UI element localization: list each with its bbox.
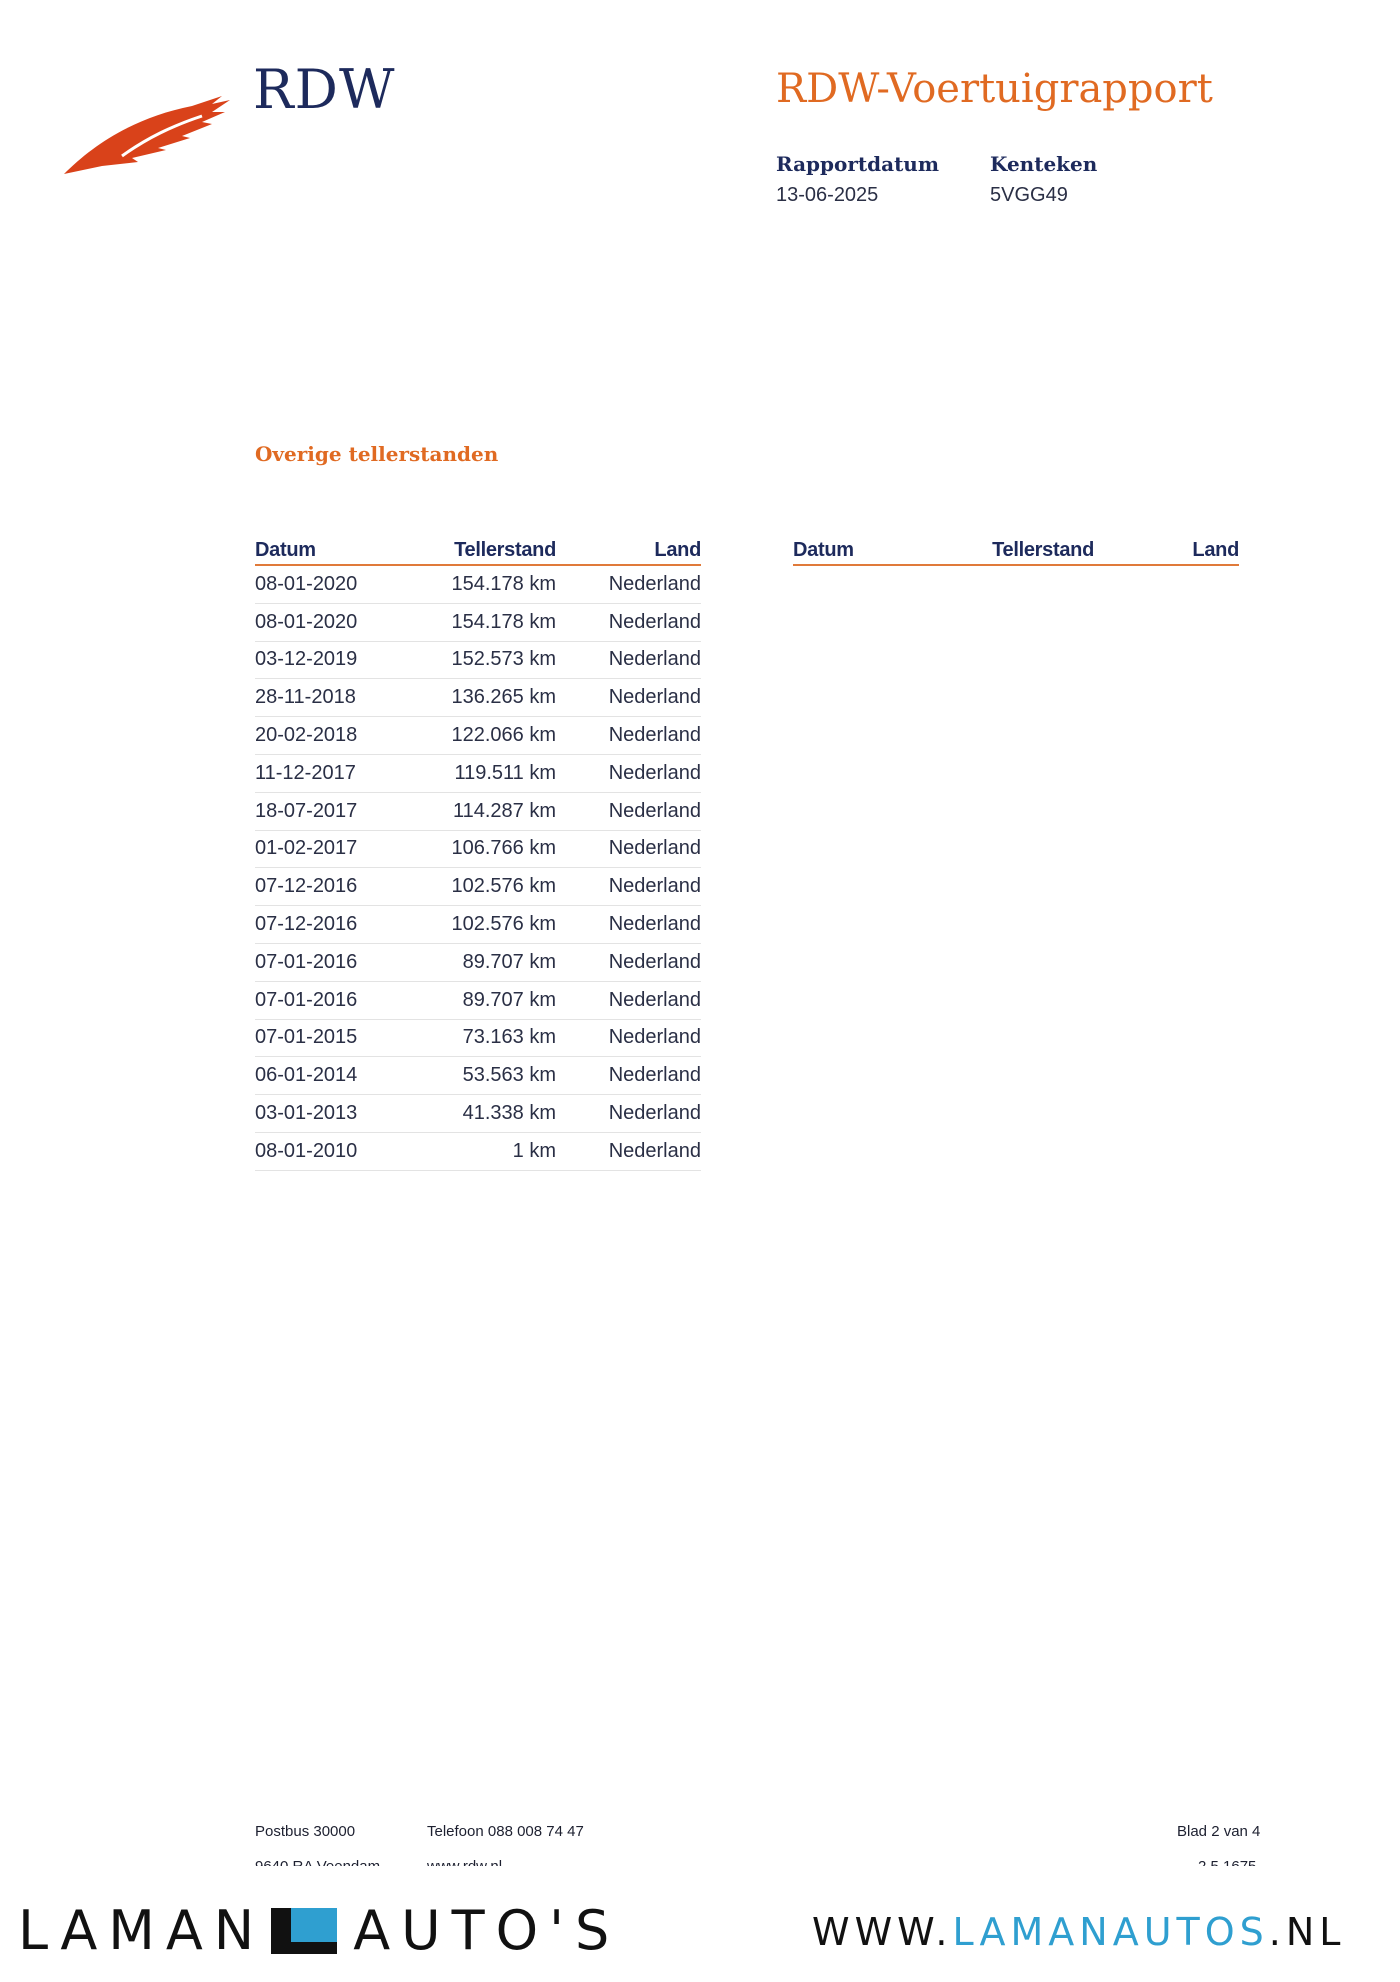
brand-name: RDW xyxy=(253,58,396,121)
cell-date: 07-01-2015 xyxy=(255,1026,358,1049)
odometer-table-left xyxy=(255,532,701,1171)
table-body xyxy=(255,566,701,1171)
column-header-date: Datum xyxy=(255,539,316,561)
cell-date: 07-01-2016 xyxy=(255,950,358,973)
table-row xyxy=(255,831,701,869)
cell-odometer: 122.066 km xyxy=(451,724,556,747)
cell-country: Nederland xyxy=(608,1139,701,1162)
column-header-country: Land xyxy=(1192,539,1239,561)
plate-value: 5VGG49 xyxy=(990,184,1068,206)
column-header-country: Land xyxy=(654,539,701,561)
cell-country: Nederland xyxy=(608,761,701,784)
cell-date: 03-12-2019 xyxy=(255,648,358,671)
table-row xyxy=(255,755,701,793)
cell-odometer: 106.766 km xyxy=(451,837,556,860)
website-prefix: WWW. xyxy=(812,1910,953,1954)
cell-odometer: 154.178 km xyxy=(451,610,556,633)
cell-country: Nederland xyxy=(608,1064,701,1087)
cell-odometer: 89.707 km xyxy=(462,950,556,973)
cell-odometer: 114.287 km xyxy=(452,799,556,822)
table-row xyxy=(255,944,701,982)
cell-odometer: 73.163 km xyxy=(462,1026,556,1049)
plate-label: Kenteken xyxy=(990,152,1098,176)
cell-country: Nederland xyxy=(608,572,701,595)
odometer-table-right xyxy=(793,532,1239,566)
table-header xyxy=(255,532,701,566)
cell-country: Nederland xyxy=(608,875,701,898)
table-row xyxy=(255,717,701,755)
footer-version-cut xyxy=(1198,1858,1256,1866)
table-row xyxy=(255,604,701,642)
cell-odometer: 152.573 km xyxy=(451,648,556,671)
footer-address-cut xyxy=(255,1858,380,1866)
cell-odometer: 154.178 km xyxy=(451,572,556,595)
table-row xyxy=(255,982,701,1020)
cell-country: Nederland xyxy=(608,648,701,671)
dealer-name-part-1: LAMAN xyxy=(18,1899,266,1962)
cell-odometer: 41.338 km xyxy=(462,1102,556,1125)
footer-website-cut xyxy=(427,1858,502,1866)
report-title: RDW-Voertuigrapport xyxy=(776,66,1213,112)
table-row xyxy=(255,1020,701,1058)
website-name: LAMANAUTOS xyxy=(952,1910,1269,1954)
cell-date: 28-11-2018 xyxy=(255,686,356,709)
cell-odometer: 102.576 km xyxy=(451,875,556,898)
report-date-label: Rapportdatum xyxy=(776,152,940,176)
cell-odometer: 53.563 km xyxy=(462,1064,556,1087)
cell-date: 07-12-2016 xyxy=(255,913,358,936)
cell-odometer: 1 km xyxy=(512,1139,556,1162)
cell-odometer: 136.265 km xyxy=(451,686,556,709)
dealer-name-part-2: AUTO'S xyxy=(353,1899,621,1962)
cell-date: 08-01-2020 xyxy=(255,610,358,633)
footer-phone: Telefoon 088 008 74 47 xyxy=(427,1823,584,1840)
cell-country: Nederland xyxy=(608,799,701,822)
section-title: Overige tellerstanden xyxy=(255,442,499,466)
cell-date: 11-12-2017 xyxy=(255,761,356,784)
cell-country: Nederland xyxy=(608,1102,701,1125)
cell-country: Nederland xyxy=(608,837,701,860)
cell-date: 03-01-2013 xyxy=(255,1102,358,1125)
cell-date: 06-01-2014 xyxy=(255,1064,358,1087)
table-row xyxy=(255,1133,701,1171)
cell-country: Nederland xyxy=(608,724,701,747)
dealer-website[interactable] xyxy=(812,1910,1345,1954)
cell-odometer: 119.511 km xyxy=(454,761,556,784)
table-row xyxy=(255,679,701,717)
footer-postbus: Postbus 30000 xyxy=(255,1823,356,1840)
cell-date: 08-01-2010 xyxy=(255,1139,358,1162)
table-row xyxy=(255,868,701,906)
table-row xyxy=(255,566,701,604)
dealer-logo xyxy=(18,1899,620,1962)
cell-country: Nederland xyxy=(608,610,701,633)
table-header xyxy=(793,532,1239,566)
cell-date: 07-12-2016 xyxy=(255,875,358,898)
rdw-feather-logo-icon xyxy=(62,86,232,186)
cell-country: Nederland xyxy=(608,913,701,936)
table-row xyxy=(255,906,701,944)
cell-country: Nederland xyxy=(608,950,701,973)
cell-odometer: 102.576 km xyxy=(451,913,556,936)
table-row xyxy=(255,793,701,831)
cell-odometer: 89.707 km xyxy=(462,988,556,1011)
laman-square-mark-icon xyxy=(271,1908,337,1954)
cell-country: Nederland xyxy=(608,686,701,709)
footer-page-number: Blad 2 van 4 xyxy=(1177,1823,1261,1840)
website-suffix: .NL xyxy=(1268,1910,1346,1954)
cell-date: 07-01-2016 xyxy=(255,988,358,1011)
cell-date: 01-02-2017 xyxy=(255,837,358,860)
cell-country: Nederland xyxy=(608,988,701,1011)
table-row xyxy=(255,1095,701,1133)
cell-date: 20-02-2018 xyxy=(255,724,358,747)
cell-country: Nederland xyxy=(608,1026,701,1049)
cell-date: 08-01-2020 xyxy=(255,572,358,595)
cell-date: 18-07-2017 xyxy=(255,799,358,822)
column-header-odometer: Tellerstand xyxy=(992,539,1094,561)
table-row xyxy=(255,642,701,680)
table-row xyxy=(255,1057,701,1095)
column-header-date: Datum xyxy=(793,539,854,561)
column-header-odometer: Tellerstand xyxy=(454,539,556,561)
report-date-value: 13-06-2025 xyxy=(776,184,879,206)
